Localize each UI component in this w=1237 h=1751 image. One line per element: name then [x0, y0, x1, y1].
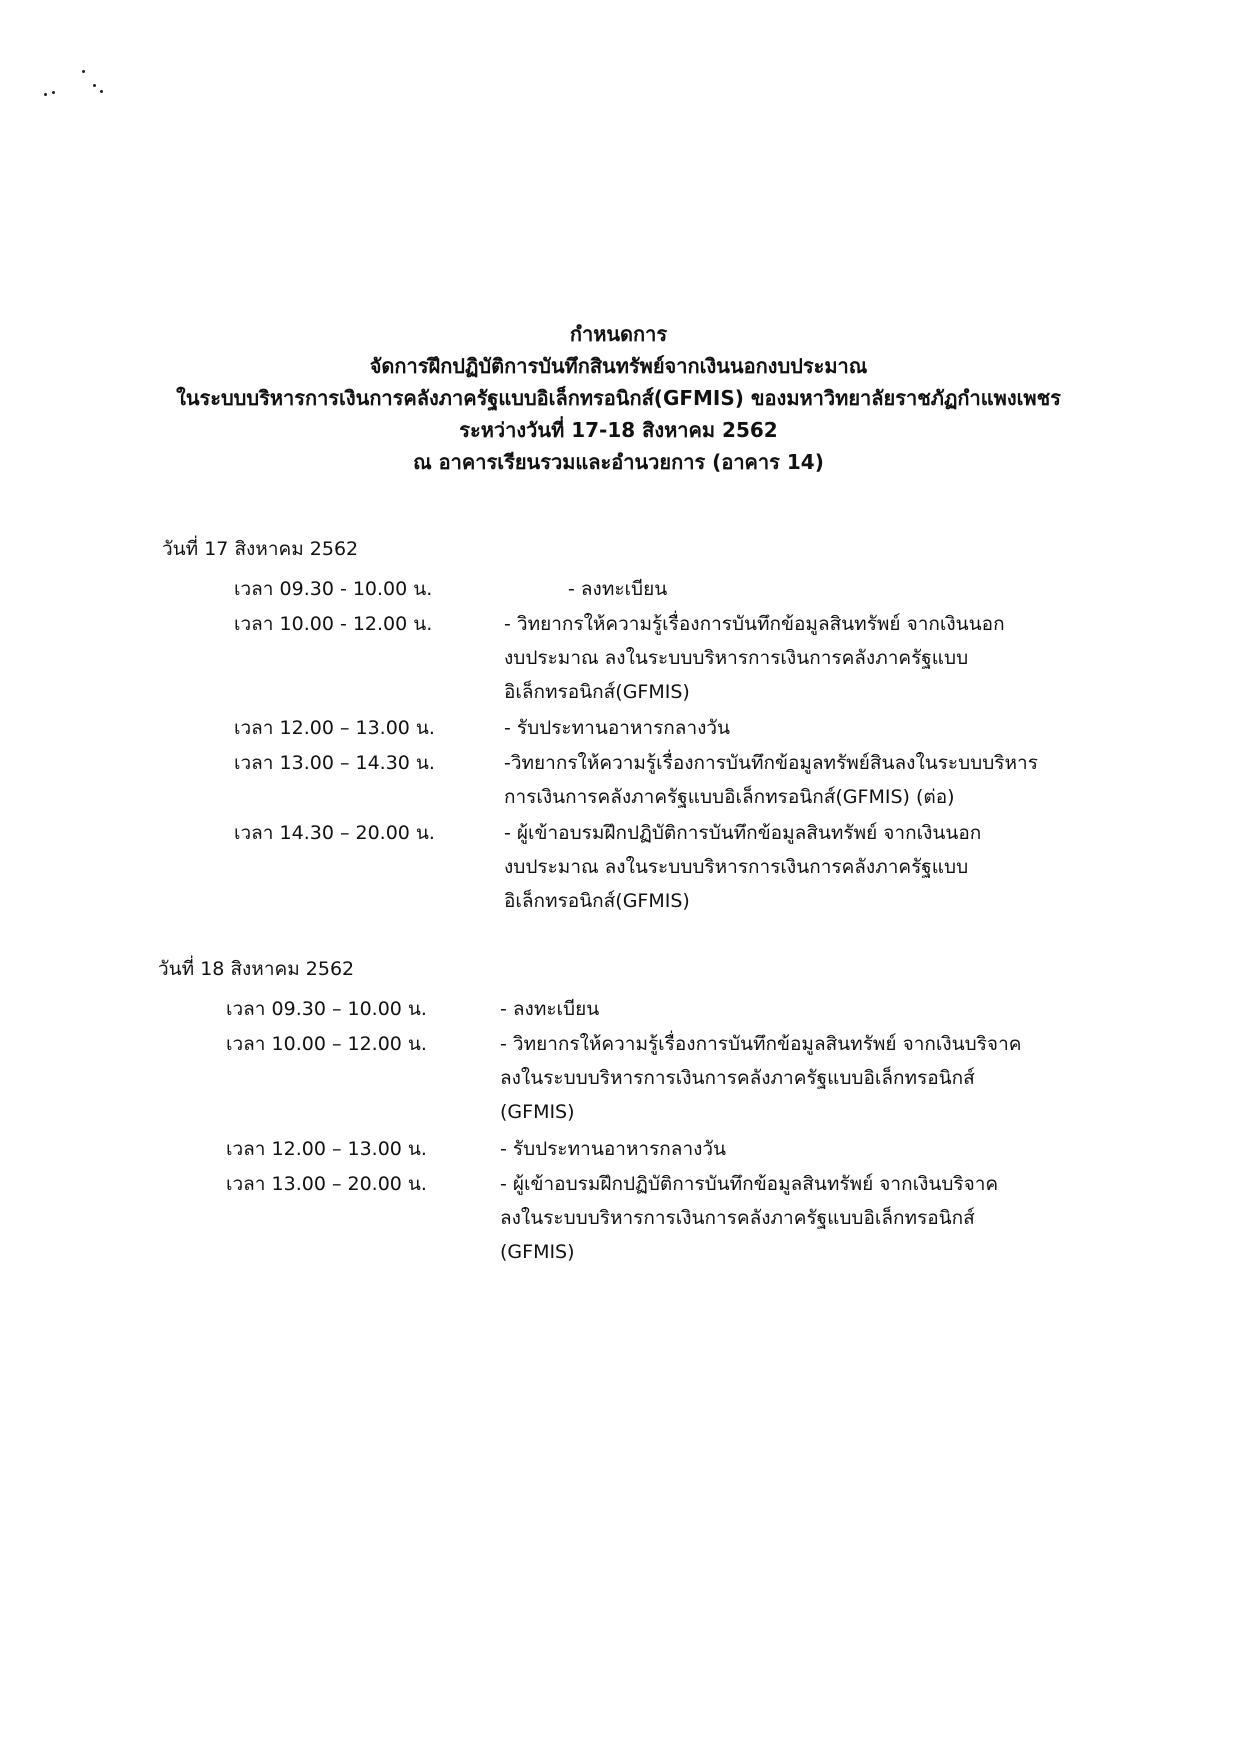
- activity-line: งบประมาณ ลงในระบบบริหารการเงินการคลังภาครัฐแบบ: [504, 647, 969, 669]
- scan-speck: [100, 90, 103, 93]
- activity-line: - ลงทะเบียน: [500, 998, 600, 1020]
- schedule-time: เวลา 12.00 – 13.00 น.: [226, 1138, 427, 1160]
- document-header: [0, 318, 1237, 478]
- schedule-time: เวลา 13.00 – 14.30 น.: [234, 752, 435, 774]
- schedule-time: เวลา 13.00 – 20.00 น.: [226, 1173, 427, 1195]
- activity-line: (GFMIS): [500, 1101, 575, 1123]
- schedule-activity: [500, 992, 1060, 1026]
- schedule-activity: [504, 711, 1064, 745]
- schedule-activity: [500, 1027, 1060, 1129]
- activity-line: (GFMIS): [500, 1241, 575, 1263]
- schedule-activity: [504, 816, 1064, 918]
- activity-line: - ผู้เข้าอบรมฝึกปฏิบัติการบันทึกข้อมูลสินทรัพย์ จากเงินนอก: [504, 822, 982, 844]
- activity-line: งบประมาณ ลงในระบบบริหารการเงินการคลังภาครัฐแบบ: [504, 856, 969, 878]
- day-title: วันที่ 17 สิงหาคม 2562: [162, 538, 359, 560]
- activity-line: การเงินการคลังภาครัฐแบบอิเล็กทรอนิกส์(GFMIS) (ต่อ): [504, 786, 955, 808]
- activity-line: ลงในระบบบริหารการเงินการคลังภาครัฐแบบอิเล็กทรอนิกส์: [500, 1067, 975, 1089]
- schedule-time: เวลา 10.00 – 12.00 น.: [226, 1033, 427, 1055]
- activity-line: - ผู้เข้าอบรมฝึกปฏิบัติการบันทึกข้อมูลสินทรัพย์ จากเงินบริจาค: [500, 1173, 999, 1195]
- schedule-activity: [568, 572, 1128, 606]
- activity-line: -วิทยากรให้ความรู้เรื่องการบันทึกข้อมูลทรัพย์สินลงในระบบบริหาร: [504, 752, 1038, 774]
- header-venue: ณ อาคารเรียนรวมและอำนวยการ (อาคาร 14): [413, 450, 824, 474]
- day-title: วันที่ 18 สิงหาคม 2562: [158, 958, 355, 980]
- activity-line: อิเล็กทรอนิกส์(GFMIS): [504, 890, 690, 912]
- schedule-activity: [504, 746, 1064, 814]
- activity-line: - รับประทานอาหารกลางวัน: [504, 717, 731, 739]
- schedule-time: เวลา 12.00 – 13.00 น.: [234, 717, 435, 739]
- activity-line: - ลงทะเบียน: [568, 578, 668, 600]
- scan-speck: [44, 93, 47, 96]
- schedule-time: เวลา 09.30 – 10.00 น.: [226, 998, 427, 1020]
- activity-line: อิเล็กทรอนิกส์(GFMIS): [504, 681, 690, 703]
- activity-line: - วิทยากรให้ความรู้เรื่องการบันทึกข้อมูลสินทรัพย์ จากเงินบริจาค: [500, 1033, 1022, 1055]
- scan-speck: [93, 84, 96, 87]
- header-dates: ระหว่างวันที่ 17-18 สิงหาคม 2562: [459, 418, 778, 442]
- schedule-activity: [500, 1132, 1060, 1166]
- header-subject: จัดการฝึกปฏิบัติการบันทึกสินทรัพย์จากเงินนอกงบประมาณ: [369, 354, 868, 378]
- activity-line: - รับประทานอาหารกลางวัน: [500, 1138, 727, 1160]
- header-system: ในระบบบริหารการเงินการคลังภาครัฐแบบอิเล็กทรอนิกส์(GFMIS) ของมหาวิทยาลัยราชภัฏกำแพงเพชร: [176, 386, 1061, 410]
- schedule-time: เวลา 10.00 - 12.00 น.: [234, 613, 433, 635]
- schedule-time: เวลา 09.30 - 10.00 น.: [234, 578, 433, 600]
- schedule-activity: [504, 607, 1064, 709]
- scan-speck: [82, 70, 85, 73]
- schedule-time: เวลา 14.30 – 20.00 น.: [234, 822, 435, 844]
- scan-speck: [52, 91, 55, 94]
- schedule-activity: [500, 1167, 1060, 1269]
- activity-line: - วิทยากรให้ความรู้เรื่องการบันทึกข้อมูลสินทรัพย์ จากเงินนอก: [504, 613, 1005, 635]
- activity-line: ลงในระบบบริหารการเงินการคลังภาครัฐแบบอิเล็กทรอนิกส์: [500, 1207, 975, 1229]
- header-title: กำหนดการ: [569, 322, 668, 346]
